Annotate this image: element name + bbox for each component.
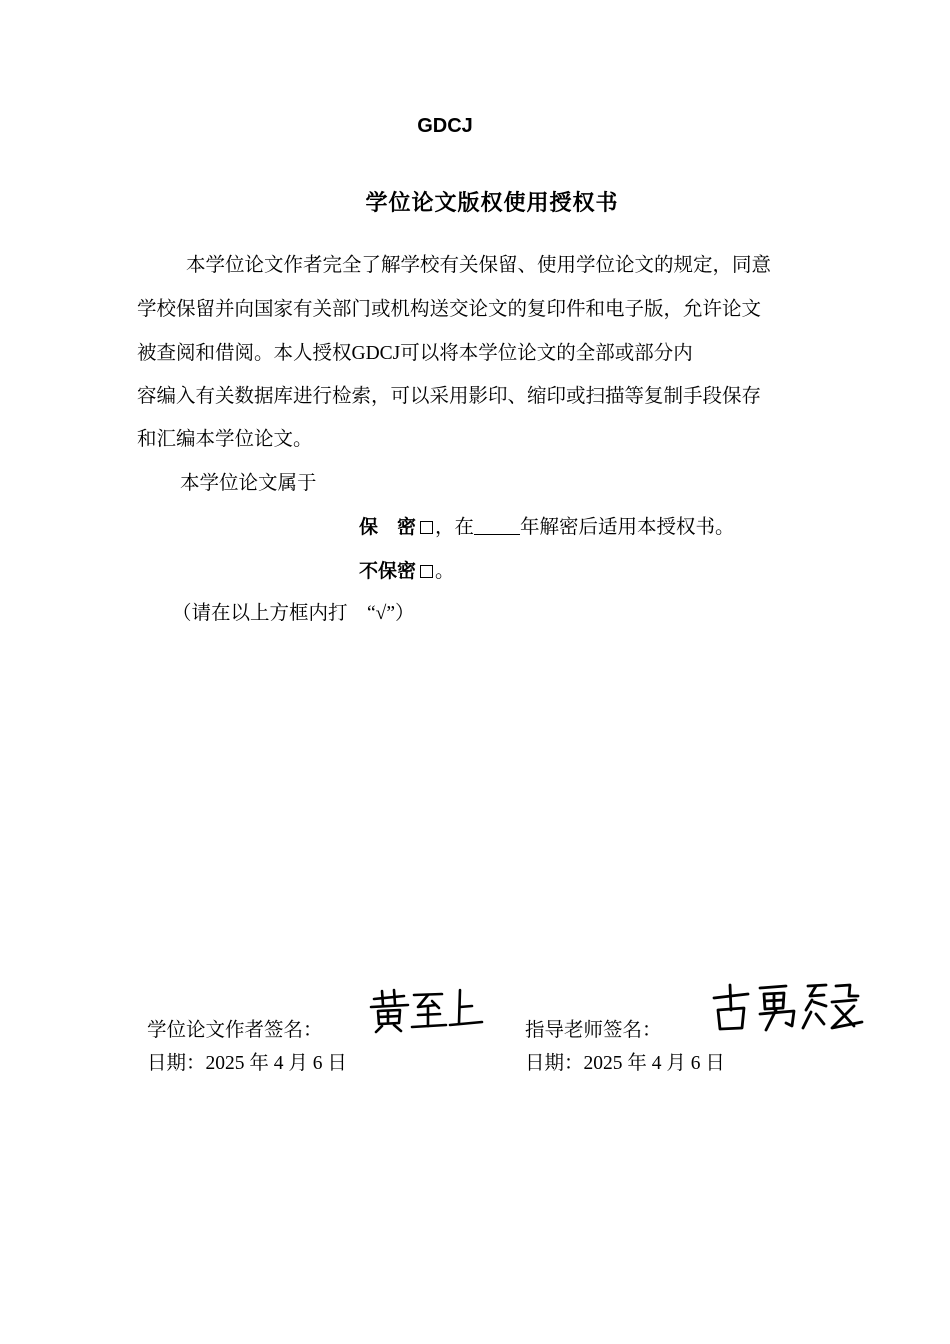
advisor-signature-date: 日期：2025 年 4 月 6 日 xyxy=(525,1053,725,1074)
belongs-label: 本学位论文属于 xyxy=(180,473,317,494)
paragraph-line: 和汇编本学位论文。 xyxy=(137,429,313,450)
confidential-checkbox[interactable] xyxy=(420,521,433,534)
non-confidential-text-after: 。 xyxy=(435,561,455,582)
non-confidential-label: 不保密 xyxy=(359,560,417,582)
paragraph-line: 容编入有关数据库进行检索，可以采用影印、缩印或扫描等复制手段保存 xyxy=(137,386,762,407)
confidential-text-after: 年解密后适用本授权书。 xyxy=(520,517,735,538)
years-blank[interactable] xyxy=(474,516,520,535)
confidential-label: 保 密 xyxy=(359,516,417,538)
confidential-option xyxy=(359,515,735,540)
non-confidential-checkbox[interactable] xyxy=(420,565,433,578)
paragraph-line: 被查阅和借阅。本人授权GDCJ可以将本学位论文的全部或部分内 xyxy=(137,343,693,364)
document-title: 学位论文版权使用授权书 xyxy=(365,191,619,216)
advisor-signature-label: 指导老师签名： xyxy=(525,1020,662,1041)
author-handwritten-signature xyxy=(366,985,486,1035)
checkmark-instruction: （请在以上方框内打 “√”） xyxy=(172,603,415,624)
confidential-text-before: ，在 xyxy=(435,517,475,538)
non-confidential-option xyxy=(359,559,455,584)
author-signature-date: 日期：2025 年 4 月 6 日 xyxy=(147,1053,347,1074)
advisor-handwritten-signature xyxy=(708,980,866,1036)
paragraph-line: 学校保留并向国家有关部门或机构送交论文的复印件和电子版，允许论文 xyxy=(137,299,762,320)
school-code: GDCJ xyxy=(417,115,473,137)
author-signature-label: 学位论文作者签名： xyxy=(147,1020,323,1041)
paragraph-line: 本学位论文作者完全了解学校有关保留、使用学位论文的规定，同意 xyxy=(186,255,772,276)
